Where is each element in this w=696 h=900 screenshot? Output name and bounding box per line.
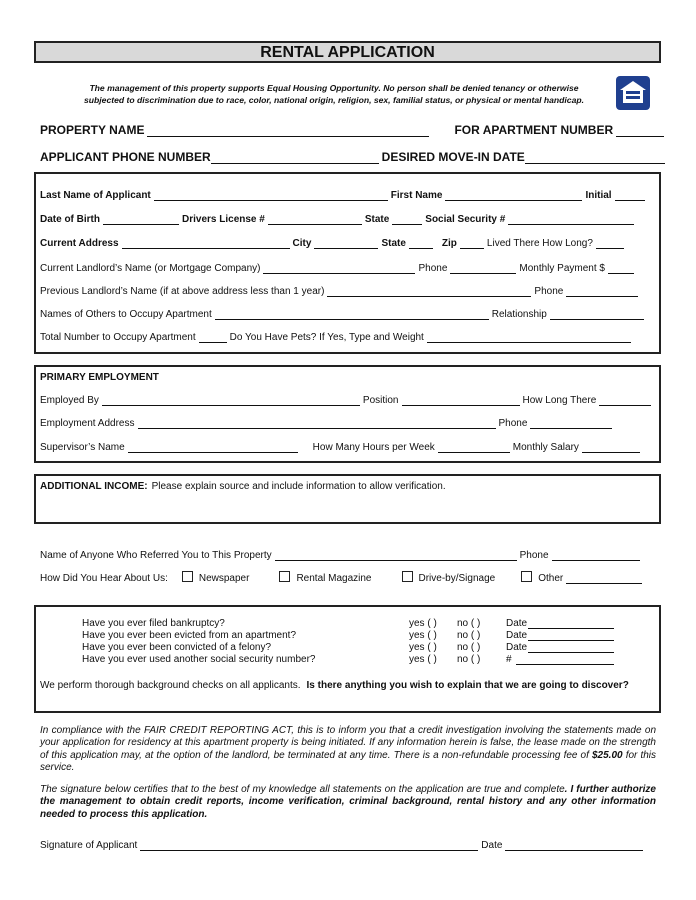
ssn-label: Social Security # bbox=[425, 214, 506, 225]
yes-option[interactable]: yes ( ) bbox=[409, 618, 437, 629]
additional-income-text: Please explain source and include information to allow verification. bbox=[151, 481, 446, 492]
certify-authorization: . I further authorize the management to obtain credit reports, income verification, criminal background, rental history and any other information needed to process this application. bbox=[40, 784, 656, 820]
fcra-text-end: for this service. bbox=[40, 749, 657, 774]
others-field[interactable] bbox=[215, 307, 489, 320]
relationship-field[interactable] bbox=[550, 307, 644, 320]
hear-about-row bbox=[40, 568, 656, 584]
dob-field[interactable] bbox=[103, 212, 179, 225]
certify-text: The signature below certifies that to the best of my knowledge all statements on the application are true and complete bbox=[40, 784, 565, 795]
initial-label: Initial bbox=[585, 190, 612, 201]
supervisor-label: Supervisor’s Name bbox=[40, 442, 125, 453]
signature-date-field[interactable] bbox=[505, 838, 643, 851]
apartment-number-field[interactable] bbox=[616, 124, 664, 137]
question-row bbox=[82, 618, 622, 630]
equal-housing-logo-icon bbox=[616, 76, 650, 110]
previous-landlord-field[interactable] bbox=[327, 284, 531, 297]
monthly-payment-field[interactable] bbox=[608, 261, 634, 274]
property-row bbox=[40, 121, 656, 137]
option-drive-by[interactable] bbox=[402, 571, 496, 584]
total-number-label: Total Number to Occupy Apartment bbox=[40, 332, 196, 343]
supervisor-field[interactable] bbox=[128, 440, 298, 453]
background-check-question: Is there anything you wish to explain that we are going to discover? bbox=[306, 680, 629, 691]
question-tail-field[interactable] bbox=[528, 618, 614, 629]
question-row bbox=[82, 654, 622, 666]
question-tail-field[interactable] bbox=[528, 630, 614, 641]
yes-option[interactable]: yes ( ) bbox=[409, 642, 437, 653]
question-text: Have you ever been convicted of a felony? bbox=[82, 642, 272, 653]
dob-label: Date of Birth bbox=[40, 214, 100, 225]
certification-paragraph bbox=[40, 784, 656, 821]
processing-fee: $25.00 bbox=[592, 749, 623, 761]
zip-label: Zip bbox=[441, 238, 457, 249]
option-newspaper[interactable] bbox=[182, 571, 250, 584]
landlord-phone-label: Phone bbox=[418, 263, 448, 274]
hours-field[interactable] bbox=[438, 440, 510, 453]
zip-field[interactable] bbox=[460, 236, 484, 249]
how-long-field[interactable] bbox=[599, 393, 651, 406]
address-state-label: State bbox=[381, 238, 406, 249]
current-landlord-label: Current Landlord’s Name (or Mortgage Company) bbox=[40, 263, 261, 274]
license-state-field[interactable] bbox=[392, 212, 422, 225]
employment-address-label: Employment Address bbox=[40, 418, 135, 429]
move-in-label: DESIRED MOVE-IN DATE bbox=[381, 150, 525, 164]
question-tail-label: # bbox=[506, 654, 512, 665]
last-name-label: Last Name of Applicant bbox=[40, 190, 151, 201]
drive-by-label: Drive-by/Signage bbox=[418, 573, 496, 584]
option-rental-magazine[interactable] bbox=[279, 571, 371, 584]
previous-landlord-label: Previous Landlord’s Name (if at above address less than 1 year) bbox=[40, 286, 325, 297]
question-tail-label: Date bbox=[506, 618, 528, 629]
current-landlord-field[interactable] bbox=[263, 261, 415, 274]
current-address-label: Current Address bbox=[40, 238, 119, 249]
referral-phone-label: Phone bbox=[519, 550, 549, 561]
employed-by-field[interactable] bbox=[102, 393, 360, 406]
initial-field[interactable] bbox=[615, 188, 645, 201]
question-row bbox=[82, 642, 622, 654]
ssn-field[interactable] bbox=[508, 212, 634, 225]
landlord-phone-field[interactable] bbox=[450, 261, 516, 274]
yes-option[interactable]: yes ( ) bbox=[409, 654, 437, 665]
address-state-field[interactable] bbox=[409, 236, 433, 249]
license-state-label: State bbox=[364, 214, 390, 225]
hours-label: How Many Hours per Week bbox=[312, 442, 435, 453]
city-label: City bbox=[292, 238, 312, 249]
position-label: Position bbox=[362, 395, 399, 406]
name-row bbox=[40, 185, 656, 201]
question-text: Have you ever filed bankruptcy? bbox=[82, 618, 225, 629]
other-field[interactable] bbox=[566, 571, 642, 584]
question-row bbox=[82, 630, 622, 642]
question-tail-label: Date bbox=[506, 642, 528, 653]
drivers-license-label: Drivers License # bbox=[182, 214, 265, 225]
how-long-label: How Long There bbox=[522, 395, 597, 406]
occupancy-row bbox=[40, 327, 656, 343]
last-name-field[interactable] bbox=[154, 188, 388, 201]
notice-line-2: subjected to discrimination due to race, color, national origin, religion, sex, familial status, or physical or mental handicap. bbox=[84, 95, 584, 105]
employment-phone-field[interactable] bbox=[530, 416, 612, 429]
no-option[interactable]: no ( ) bbox=[457, 618, 481, 629]
employment-header: PRIMARY EMPLOYMENT bbox=[40, 372, 159, 383]
yes-option[interactable]: yes ( ) bbox=[409, 630, 437, 641]
referral-row bbox=[40, 545, 656, 561]
move-in-field[interactable] bbox=[525, 151, 665, 164]
employment-address-field[interactable] bbox=[138, 416, 496, 429]
newspaper-checkbox[interactable] bbox=[182, 571, 193, 582]
signature-field[interactable] bbox=[140, 838, 478, 851]
background-check-row bbox=[40, 675, 656, 691]
no-option[interactable]: no ( ) bbox=[457, 642, 481, 653]
rental-magazine-label: Rental Magazine bbox=[296, 573, 372, 584]
total-number-field[interactable] bbox=[199, 330, 227, 343]
employer-row bbox=[40, 390, 656, 406]
id-row bbox=[40, 209, 656, 225]
property-name-field[interactable] bbox=[147, 124, 429, 137]
drivers-license-field[interactable] bbox=[268, 212, 362, 225]
referral-phone-field[interactable] bbox=[552, 548, 640, 561]
background-questions bbox=[82, 618, 622, 666]
other-label: Other bbox=[538, 573, 564, 584]
supervisor-row bbox=[40, 437, 656, 453]
signature-label: Signature of Applicant bbox=[40, 840, 138, 851]
rental-magazine-checkbox[interactable] bbox=[279, 571, 290, 582]
employed-by-label: Employed By bbox=[40, 395, 99, 406]
equal-housing-notice bbox=[60, 82, 608, 106]
hear-about-label: How Did You Hear About Us: bbox=[40, 573, 168, 584]
phone-row bbox=[40, 148, 656, 164]
monthly-payment-label: Monthly Payment $ bbox=[519, 263, 605, 274]
pets-label: Do You Have Pets? If Yes, Type and Weight bbox=[229, 332, 424, 343]
relationship-label: Relationship bbox=[491, 309, 547, 320]
notice-line-1: The management of this property supports Equal Housing Opportunity. No person shall be denied tenancy or otherwise bbox=[89, 83, 579, 93]
current-address-field[interactable] bbox=[122, 236, 290, 249]
lived-there-label: Lived There How Long? bbox=[486, 238, 593, 249]
applicant-phone-field[interactable] bbox=[211, 151, 379, 164]
employment-header-row bbox=[40, 367, 656, 383]
salary-field[interactable] bbox=[582, 440, 640, 453]
additional-income-row bbox=[40, 476, 656, 492]
no-option[interactable]: no ( ) bbox=[457, 630, 481, 641]
fcra-text: In compliance with the FAIR CREDIT REPORTING ACT, this is to inform you that a credit investigation involving the statements made on your application for residency at this apartment property is being initiated. If any information herein is false, the lease made on the strength of this application may, at the option of the landlord, be terminated at any time. There is a non-refundable processing fee of bbox=[40, 725, 656, 761]
newspaper-label: Newspaper bbox=[198, 573, 250, 584]
signature-row bbox=[40, 835, 656, 851]
applicant-phone-label: APPLICANT PHONE NUMBER bbox=[40, 150, 211, 164]
employment-phone-label: Phone bbox=[498, 418, 528, 429]
employment-address-row bbox=[40, 413, 656, 429]
current-landlord-row bbox=[40, 258, 656, 274]
question-tail-field[interactable] bbox=[516, 654, 614, 665]
others-label: Names of Others to Occupy Apartment bbox=[40, 309, 212, 320]
lived-there-field[interactable] bbox=[596, 236, 624, 249]
property-name-label: PROPERTY NAME bbox=[40, 123, 145, 137]
signature-date-label: Date bbox=[481, 840, 503, 851]
others-row bbox=[40, 304, 656, 320]
position-field[interactable] bbox=[402, 393, 520, 406]
question-tail-field[interactable] bbox=[528, 642, 614, 653]
apartment-number-label: FOR APARTMENT NUMBER bbox=[454, 123, 614, 137]
address-row bbox=[40, 233, 656, 249]
first-name-label: First Name bbox=[390, 190, 443, 201]
fcra-paragraph bbox=[40, 725, 656, 775]
referred-field[interactable] bbox=[275, 548, 517, 561]
city-field[interactable] bbox=[314, 236, 378, 249]
previous-landlord-phone-label: Phone bbox=[534, 286, 564, 297]
option-other[interactable] bbox=[521, 571, 563, 584]
question-text: Have you ever been evicted from an apartment? bbox=[82, 630, 297, 641]
drive-by-checkbox[interactable] bbox=[402, 571, 413, 582]
question-text: Have you ever used another social security number? bbox=[82, 654, 316, 665]
page-title: RENTAL APPLICATION bbox=[34, 41, 661, 63]
pets-field[interactable] bbox=[427, 330, 631, 343]
previous-landlord-phone-field[interactable] bbox=[566, 284, 638, 297]
other-checkbox[interactable] bbox=[521, 571, 532, 582]
referred-label: Name of Anyone Who Referred You to This Property bbox=[40, 550, 272, 561]
question-tail-label: Date bbox=[506, 630, 528, 641]
salary-label: Monthly Salary bbox=[512, 442, 579, 453]
additional-income-label: ADDITIONAL INCOME: bbox=[40, 481, 148, 492]
previous-landlord-row bbox=[40, 281, 656, 297]
no-option[interactable]: no ( ) bbox=[457, 654, 481, 665]
first-name-field[interactable] bbox=[445, 188, 582, 201]
background-check-text: We perform thorough background checks on all applicants. bbox=[40, 680, 301, 691]
